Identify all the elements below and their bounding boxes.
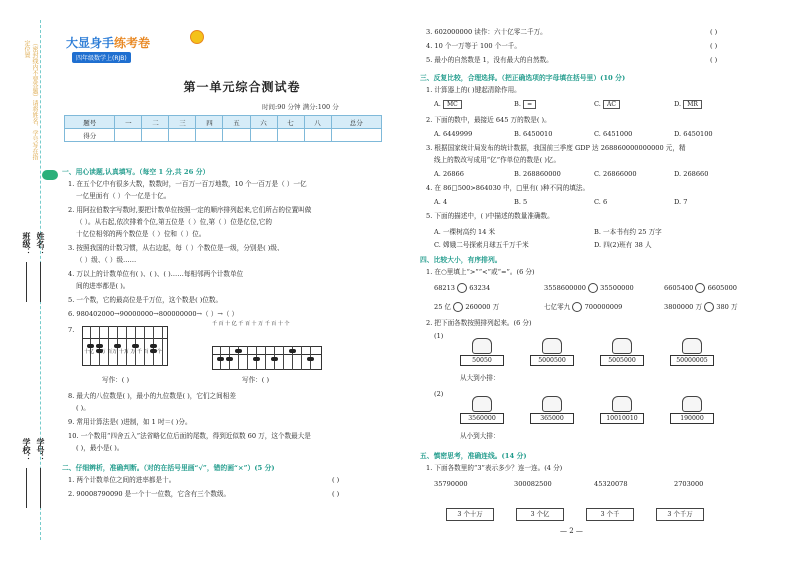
score-header-cell: 四 bbox=[196, 116, 223, 129]
s4-question-2: 2. 把下面各数按照排列起来。(6 分) bbox=[426, 319, 532, 327]
bird-icon bbox=[682, 338, 702, 354]
s3-q4-option-a[interactable]: A. 4 bbox=[434, 198, 448, 206]
section-1-heading: 一、用心读题,认真填写。（每空 1 分,共 26 分） bbox=[62, 168, 210, 176]
s3-q5-option-a[interactable]: A. 一棵树高约 14 米 bbox=[434, 228, 496, 236]
s4-group-1-order[interactable]: 从大到小排： bbox=[460, 374, 500, 382]
s3-q1-option-a[interactable]: A. MC bbox=[434, 100, 462, 109]
match-number[interactable]: 2703000 bbox=[674, 480, 704, 488]
score-row-label: 得分 bbox=[65, 129, 115, 142]
s3-q3-option-b[interactable]: B. 268860000 bbox=[514, 170, 561, 178]
score-header-cell: 五 bbox=[223, 116, 250, 129]
s3-q3-option-d[interactable]: D. 268660 bbox=[674, 170, 709, 178]
s3-q1-option-d[interactable]: D. MR bbox=[674, 100, 702, 109]
side-badge-icon bbox=[42, 170, 58, 180]
compare-circle[interactable] bbox=[572, 302, 582, 312]
match-unit[interactable]: 3 个十万 bbox=[446, 508, 494, 521]
score-header-cell: 三 bbox=[169, 116, 196, 129]
name-field-label: 姓名： bbox=[36, 232, 46, 256]
animal-card: 190000 bbox=[670, 396, 714, 426]
s1-question-9: 9. 常用计算法是( )进制，如 1 吋＝( )分。 bbox=[68, 418, 192, 426]
s2-answer-2[interactable]: ( ) bbox=[332, 490, 340, 498]
s1-question-2c: 十亿位相邻的两个数位是（ ）位和（ ）位。 bbox=[76, 230, 206, 238]
s2-answer-3[interactable]: ( ) bbox=[710, 28, 718, 36]
s1-question-1b: 一亿里面有（ ）个一亿是十亿。 bbox=[76, 192, 171, 200]
s1-question-6: 6. 980402000→90000000→800000000→（ ）→（ ） bbox=[68, 310, 239, 318]
match-unit[interactable]: 3 个亿 bbox=[516, 508, 564, 521]
s1-question-4: 4. 万以上的计数单位有( )、( )、( )……每相邻两个计数单位 bbox=[68, 270, 244, 278]
score-header-cell: 总分 bbox=[331, 116, 381, 129]
abacus-b-write: 写作：( ) bbox=[242, 376, 270, 384]
s3-q4-option-b[interactable]: B. 5 bbox=[514, 198, 528, 206]
match-number[interactable]: 35790000 bbox=[434, 480, 468, 488]
s3-question-5: 5. 下面的描述中，( )中描述的数量准确数。 bbox=[426, 212, 554, 220]
section-5-heading: 五、慎密思考，准确连线。(14 分) bbox=[420, 452, 527, 460]
section-3-heading: 三、反复比较，合理选择。（把正确选项的字母填在括号里）(10 分) bbox=[420, 74, 626, 82]
animal-card: 10010010 bbox=[600, 396, 644, 426]
match-unit[interactable]: 3 个千万 bbox=[656, 508, 704, 521]
exam-meta: 时间:90 分钟 满分:100 分 bbox=[262, 103, 339, 111]
s3-q1-option-c[interactable]: C. AC bbox=[594, 100, 620, 109]
s1-question-2b: （ ）。从右起,依次排着个位,第五位是（ ）位,第（ ）位是亿位,它的 bbox=[76, 218, 272, 226]
s2-question-5: 5. 最小的自然数是 1，没有最大的自然数。 bbox=[426, 56, 553, 64]
compare-circle[interactable] bbox=[588, 283, 598, 293]
compare-pair: 6605400 6605000 bbox=[664, 284, 737, 292]
number-field-line[interactable] bbox=[40, 468, 41, 508]
chick-icon bbox=[542, 396, 562, 412]
mr-key-icon: MR bbox=[683, 100, 702, 109]
animal-card: 365000 bbox=[530, 396, 574, 426]
score-table-header bbox=[65, 116, 382, 129]
right-column bbox=[420, 20, 790, 550]
compare-circle[interactable] bbox=[453, 302, 463, 312]
section-4-heading: 四、比较大小，有序排列。 bbox=[420, 256, 502, 264]
score-header-cell: 七 bbox=[277, 116, 304, 129]
s3-q5-option-c[interactable]: C. 嫦娥二号探索月球五千万千米 bbox=[434, 241, 529, 249]
left-column bbox=[62, 20, 382, 550]
compare-pair: 68213 63234 bbox=[434, 284, 491, 292]
score-cell[interactable] bbox=[277, 129, 304, 142]
s3-q1-option-b[interactable]: B. = bbox=[514, 100, 536, 109]
s3-q5-option-d[interactable]: D. 四(2)班有 38 人 bbox=[594, 241, 652, 249]
score-cell[interactable] bbox=[250, 129, 277, 142]
s2-question-4: 4. 10 个一万等于 100 个一千。 bbox=[426, 42, 521, 50]
s3-q3-option-c[interactable]: C. 26866000 bbox=[594, 170, 637, 178]
match-number[interactable]: 45320078 bbox=[594, 480, 628, 488]
s2-answer-5[interactable]: ( ) bbox=[710, 56, 718, 64]
abacus-a-write: 写作：( ) bbox=[102, 376, 130, 384]
s2-question-3: 3. 602000000 读作：六十亿零二千万。 bbox=[426, 28, 547, 36]
s1-question-2: 2. 用阿拉伯数字写数时,要把计数单位按照一定的顺序排列起来,它们所占的位置叫做 bbox=[68, 206, 312, 214]
s3-question-3: 3. 根据国家统计局发布的统计数据，我国前三季度 GDP 达 268860000000000 元，精 bbox=[426, 144, 686, 152]
animal-card: 5005000 bbox=[600, 338, 644, 368]
brand-sun-icon bbox=[190, 30, 204, 44]
match-unit[interactable]: 3 个千 bbox=[586, 508, 634, 521]
section-2-heading: 二、仔细辨析，准确判断。（对的在括号里画“√”，错的画“×”）(5 分) bbox=[62, 464, 275, 472]
cow-icon bbox=[542, 338, 562, 354]
brand-logo bbox=[66, 34, 236, 74]
score-cell[interactable] bbox=[223, 129, 250, 142]
score-cell[interactable] bbox=[196, 129, 223, 142]
number-field-label: 学号： bbox=[36, 438, 46, 462]
s2-answer-4[interactable]: ( ) bbox=[710, 42, 718, 50]
s5-question-1: 1. 下面各数里的“3”表示多少？连一连。(4 分) bbox=[426, 464, 563, 472]
s4-group-2-label: (2) bbox=[434, 390, 444, 398]
s1-question-3: 3. 按照我国的计数习惯，从右边起，每（ ）个数位是一级，分别是( )级、 bbox=[68, 244, 284, 252]
brand-title-main: 大显身手 bbox=[66, 36, 115, 50]
abacus-a bbox=[82, 326, 172, 376]
score-cell[interactable] bbox=[169, 129, 196, 142]
animal-card: 3560000 bbox=[460, 396, 504, 426]
s3-q2-option-a[interactable]: A. 6449999 bbox=[434, 130, 473, 138]
s3-q4-option-c[interactable]: C. 6 bbox=[594, 198, 608, 206]
score-cell[interactable] bbox=[331, 129, 381, 142]
s3-q5-option-b[interactable]: B. 一本书有约 25 万字 bbox=[594, 228, 662, 236]
dog-icon bbox=[472, 396, 492, 412]
s1-question-8: 8. 最大的八位数是( )，最小的九位数是( )，它们之间相差 bbox=[68, 392, 236, 400]
page-number: — 2 — bbox=[560, 527, 583, 535]
score-cell[interactable] bbox=[142, 129, 169, 142]
score-header-cell: 八 bbox=[304, 116, 331, 129]
score-header-cell: 题号 bbox=[65, 116, 115, 129]
compare-circle[interactable] bbox=[704, 302, 714, 312]
s3-question-3b: 线上的数改写成用“亿”作单位的数是( )亿。 bbox=[434, 156, 561, 164]
binding-margin bbox=[0, 0, 60, 566]
s3-q2-option-c[interactable]: C. 6451000 bbox=[594, 130, 633, 138]
class-field-line[interactable] bbox=[26, 262, 27, 302]
score-cell[interactable] bbox=[304, 129, 331, 142]
s2-answer-1[interactable]: ( ) bbox=[332, 476, 340, 484]
brand-subtitle: 四年级数学上(RJB) bbox=[72, 52, 131, 63]
s2-question-2: 2. 90008790090 是一个十一位数，它含有三个数级。 bbox=[68, 490, 231, 498]
mc-key-icon: MC bbox=[443, 100, 462, 109]
cat-icon bbox=[472, 338, 492, 354]
score-header-cell: 六 bbox=[250, 116, 277, 129]
s3-q4-option-d[interactable]: D. 7 bbox=[674, 198, 688, 206]
s3-q3-option-a[interactable]: A. 26866 bbox=[434, 170, 464, 178]
duck-icon bbox=[612, 396, 632, 412]
ac-key-icon: AC bbox=[603, 100, 620, 109]
school-field-label: 学校： bbox=[22, 438, 32, 462]
equals-key-icon: = bbox=[523, 100, 536, 109]
compare-pair: 3558600000 35500000 bbox=[544, 284, 634, 292]
s3-question-1: 1. 计算器上的( )键起清除作用。 bbox=[426, 86, 521, 94]
score-cell[interactable] bbox=[115, 129, 142, 142]
s4-group-1-label: (1) bbox=[434, 332, 444, 340]
s1-question-10b: ( )，最小是( )。 bbox=[76, 444, 124, 452]
animal-card: 50000005 bbox=[670, 338, 714, 368]
abacus-a-labels: 十亿 千万 百万 十万 万 千 百 十 个 bbox=[84, 349, 162, 355]
compare-circle[interactable] bbox=[457, 283, 467, 293]
class-field-label: 班级： bbox=[22, 232, 32, 256]
s1-question-7: 7. bbox=[68, 326, 75, 334]
s3-question-4: 4. 在 86□500>864030 中，□里有( )种不同的填法。 bbox=[426, 184, 590, 192]
animal-card: 50050 bbox=[460, 338, 504, 368]
rooster-icon bbox=[682, 396, 702, 412]
compare-circle[interactable] bbox=[695, 283, 705, 293]
s1-question-1: 1. 在五个亿中有很多大数，数数时，一百万一百万地数，10 个一百万是（ ）一亿 bbox=[68, 180, 307, 188]
compare-pair: 25 亿 260000 万 bbox=[434, 303, 500, 311]
s4-question-1: 1. 在○里填上“>”“<”或“=”。(6 分) bbox=[426, 268, 535, 276]
s3-q2-option-b[interactable]: B. 6450010 bbox=[514, 130, 553, 138]
s1-question-5: 5. 一个数，它的最高位是千万位，这个数是( )位数。 bbox=[68, 296, 223, 304]
brand-title-accent: 练考卷 bbox=[114, 36, 151, 50]
rabbit-icon bbox=[612, 338, 632, 354]
s1-question-10: 10. 一个数用“四舍五入”法省略亿位后面的尾数，得到近似数 60 万，这个数最大是 bbox=[68, 432, 311, 440]
compare-pair: 3800000 万 380 万 bbox=[664, 303, 738, 311]
match-number[interactable]: 300082500 bbox=[514, 480, 552, 488]
s3-question-2: 2. 下面的数中，最接近 645 万的数是( )。 bbox=[426, 116, 551, 124]
abacus-b-labels: 千 百 十 亿 千 百 十 万 千 百 十 个 bbox=[212, 321, 290, 327]
school-field-line[interactable] bbox=[26, 468, 27, 508]
compare-pair: 七亿零九 700000009 bbox=[544, 303, 623, 311]
score-table-row bbox=[65, 129, 382, 142]
cut-line-note: （密封线内不要答题）请将姓名、学号写在指定位置 bbox=[23, 40, 38, 160]
animal-card: 5000500 bbox=[530, 338, 574, 368]
name-field-line[interactable] bbox=[40, 262, 41, 302]
s2-question-1: 1. 两个计数单位之间的进率都是十。 bbox=[68, 476, 176, 484]
s3-q2-option-d[interactable]: D. 6450100 bbox=[674, 130, 713, 138]
exam-title: 第一单元综合测试卷 bbox=[183, 80, 301, 94]
s4-group-2-order[interactable]: 从小到大排： bbox=[460, 432, 500, 440]
s1-question-8b: ( )。 bbox=[76, 404, 90, 412]
abacus-b bbox=[212, 321, 322, 376]
score-table bbox=[64, 115, 382, 142]
score-header-cell: 二 bbox=[142, 116, 169, 129]
s1-question-3b: （ ）级、（ ）级…… bbox=[76, 256, 137, 264]
s1-question-4b: 间的进率都是( )。 bbox=[76, 282, 130, 290]
score-header-cell: 一 bbox=[115, 116, 142, 129]
